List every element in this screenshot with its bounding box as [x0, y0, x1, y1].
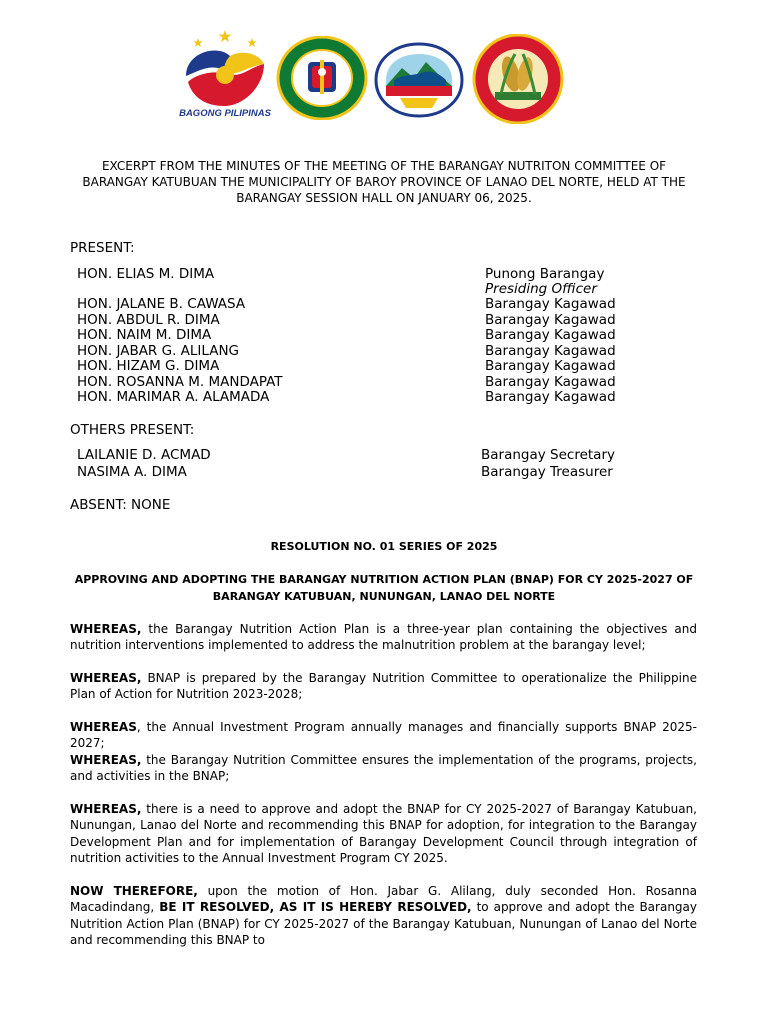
barangay-katubuan-seal: [471, 34, 565, 124]
whereas-text: the Barangay Nutrition Action Plan is a three-year plan containing the objectives and nutrition interventions implemented to address the malnutrition problem at the barangay level;: [70, 622, 697, 653]
member-name: LAILANIE D. ACMAD: [77, 447, 211, 463]
doh-seal: [276, 36, 368, 120]
member-name: HON. ELIAS M. DIMA: [77, 266, 215, 282]
bagong-pilipinas-text: BAGONG PILIPINAS: [179, 108, 271, 119]
member-position: Barangay Treasurer: [481, 464, 613, 480]
presiding-officer-note: Presiding Officer: [485, 281, 597, 297]
whereas-text: , the Annual Investment Program annually manages and financially supports BNAP 2025-2027;: [70, 720, 697, 751]
whereas-paragraph: [70, 719, 697, 752]
member-name: HON. ROSANNA M. MANDAPAT: [77, 374, 283, 390]
whereas-text: BNAP is prepared by the Barangay Nutrition Committee to operationalize the Philippine Plan of Action for Nutrition 2023-2028;: [70, 671, 697, 702]
whereas-text: there is a need to approve and adopt the BNAP for CY 2025-2027 of Barangay Katubuan, Nunungan, Lanao del Norte and recommending this BNAP for adoption, for integration to the Barangay Development Plan and for implementation of Barangay Development Council through integration of nutrition activities to the Annual Investment Program CY 2025.: [70, 802, 697, 865]
whereas-paragraph: [70, 801, 697, 866]
now-therefore-lead: NOW THEREFORE,: [70, 884, 198, 898]
member-name: HON. HIZAM G. DIMA: [77, 358, 220, 374]
whereas-lead: WHEREAS,: [70, 802, 142, 816]
present-label: PRESENT:: [70, 240, 135, 256]
now-therefore-text: upon the motion of Hon. Jabar G. Alilang, duly seconded Hon. Rosanna Macadindang,: [70, 884, 697, 915]
member-position: Barangay Kagawad: [485, 296, 616, 312]
member-position: Barangay Kagawad: [485, 312, 616, 328]
whereas-paragraph: [70, 621, 697, 654]
now-therefore-text: to approve and adopt the Barangay Nutrition Action Plan (BNAP) for CY 2025-2027 of the Barangay Katubuan, Nunungan of Lanao del Norte and recommending this BNAP to: [70, 900, 697, 947]
municipality-of-nunungan-seal: [374, 40, 464, 120]
member-position: Barangay Kagawad: [485, 343, 616, 359]
be-it-resolved-phrase: BE IT RESOLVED, AS IT IS HEREBY RESOLVED,: [159, 900, 472, 915]
absent-line: ABSENT: NONE: [70, 497, 171, 513]
member-position: Barangay Kagawad: [485, 358, 616, 374]
member-name: HON. ABDUL R. DIMA: [77, 312, 220, 328]
member-position: Barangay Secretary: [481, 447, 615, 463]
whereas-lead: WHEREAS: [70, 720, 137, 734]
member-name: HON. JABAR G. ALILANG: [77, 343, 240, 359]
member-name: HON. NAIM M. DIMA: [77, 327, 212, 343]
member-position: Barangay Kagawad: [485, 327, 616, 343]
whereas-lead: WHEREAS,: [70, 671, 142, 685]
whereas-lead: WHEREAS,: [70, 753, 142, 767]
whereas-paragraph: [70, 670, 697, 703]
now-therefore-paragraph: [70, 883, 697, 948]
resolution-number: RESOLUTION NO. 01 SERIES OF 2025: [270, 540, 498, 553]
member-position: Barangay Kagawad: [485, 389, 616, 405]
whereas-text: the Barangay Nutrition Committee ensures the implementation of the programs, projects, and activities in the BNAP;: [70, 753, 697, 784]
member-name: NASIMA A. DIMA: [77, 464, 187, 480]
member-position: Barangay Kagawad: [485, 374, 616, 390]
whereas-paragraph: [70, 752, 697, 785]
whereas-lead: WHEREAS,: [70, 622, 142, 636]
others-present-label: OTHERS PRESENT:: [70, 422, 195, 438]
bagong-pilipinas-logo: [178, 30, 272, 120]
member-position: Punong Barangay: [485, 266, 605, 282]
header-logos: [178, 30, 568, 126]
excerpt-heading: EXCERPT FROM THE MINUTES OF THE MEETING OF THE BARANGAY NUTRITON COMMITTEE OF BARANGAY KATUBUAN THE MUNICIPALITY OF BAROY PROVINCE OF LANAO DEL NORTE, HELD AT THE BARANGAY SESSION HALL ON JANUARY 06, 2025.: [82, 159, 686, 206]
member-name: HON. JALANE B. CAWASA: [77, 296, 246, 312]
resolution-title: APPROVING AND ADOPTING THE BARANGAY NUTRITION ACTION PLAN (BNAP) FOR CY 2025-2027 OF BARANGAY KATUBUAN, NUNUNGAN, LANAO DEL NORTE: [74, 573, 694, 603]
member-name: HON. MARIMAR A. ALAMADA: [77, 389, 270, 405]
